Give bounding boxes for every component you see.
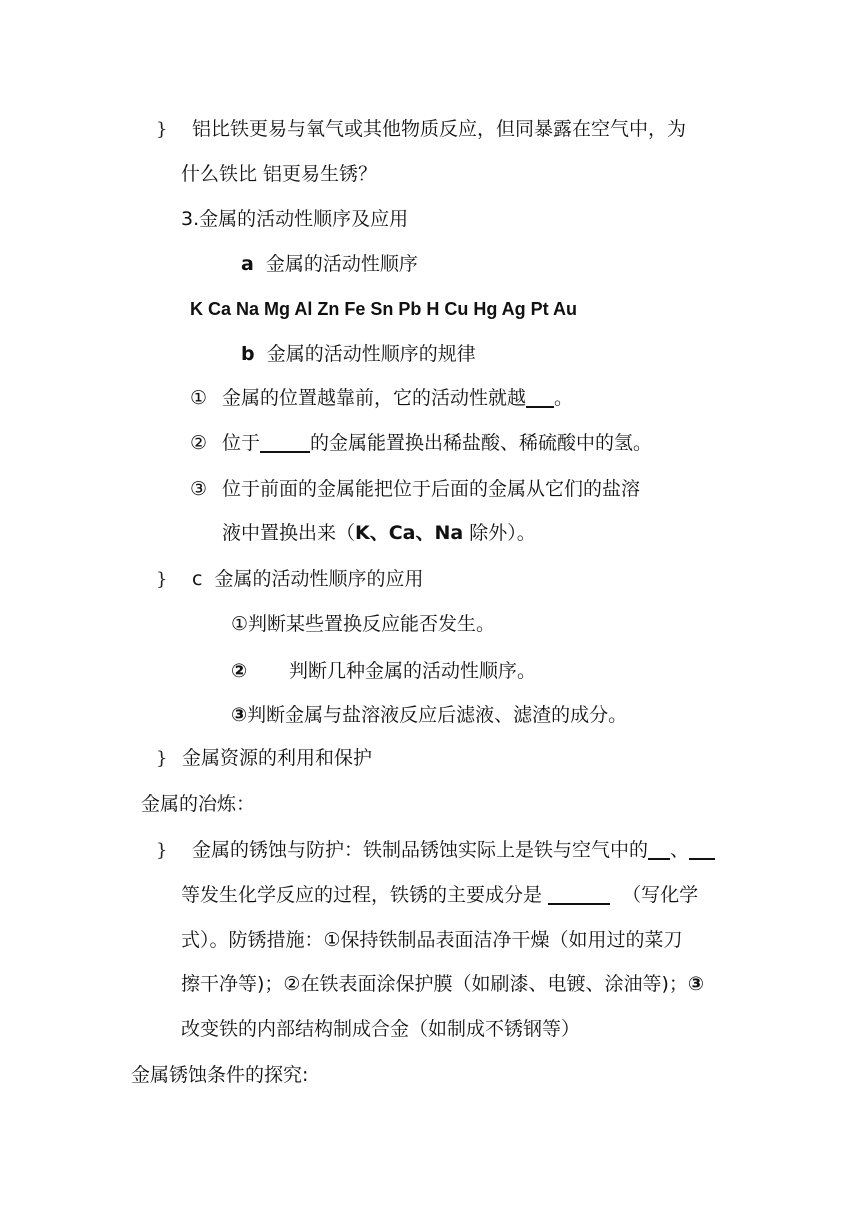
subsection-b-heading — [241, 340, 476, 368]
rule-3-bold: K、Ca、Na — [355, 522, 464, 544]
rule-3-text-1: 位于前面的金属能把位于后面的金属从它们的盐溶 — [222, 478, 641, 500]
application-2-text: 判断几种金属的活动性顺序。 — [289, 660, 537, 682]
rusting-text-4a: 擦干净等)；②在铁表面涂保护膜（如刷漆、电镀、涂油等)； — [181, 973, 688, 995]
rule-2-blank — [260, 429, 310, 453]
rule-1-text: 金属的位置越靠前，它的活动性就越 — [222, 387, 527, 409]
subsection-c-title: 金属的活动性顺序的应用 — [214, 568, 424, 590]
rust-exploration-text: 金属锈蚀条件的探究: — [131, 1064, 309, 1086]
rust-exploration-heading — [131, 1061, 308, 1089]
application-3-number: ③ — [231, 704, 248, 726]
rule-3-number: ③ — [190, 478, 208, 500]
application-3 — [231, 701, 627, 729]
rusting-line-5 — [181, 1015, 580, 1043]
application-1-text: ①判断某些置换反应能否发生。 — [231, 613, 496, 635]
rule-3-text-2b: 除外）。 — [463, 522, 536, 544]
bullet-marker: } — [156, 569, 168, 590]
section-3-heading — [181, 205, 408, 233]
question-line-2 — [181, 160, 377, 188]
question-text-1: 铝比铁更易与氧气或其他物质反应，但同暴露在空气中，为 — [192, 118, 687, 140]
resources-heading — [156, 744, 372, 773]
application-1 — [231, 610, 495, 638]
rusting-line-3 — [181, 926, 683, 954]
section-3-text: 3.金属的活动性顺序及应用 — [181, 208, 409, 230]
activity-series — [190, 295, 577, 323]
application-2-number: ② — [231, 660, 248, 682]
question-line-1 — [156, 115, 686, 144]
rule-1-number: ① — [190, 387, 208, 409]
rusting-text-2a: 等发生化学反应的过程，铁锈的主要成分是 — [181, 884, 549, 906]
resources-title: 金属资源的利用和保护 — [182, 747, 373, 769]
subsection-b-title: 金属的活动性顺序的规律 — [266, 343, 476, 365]
rule-2-suffix: 的金属能置换出稀盐酸、稀硫酸中的氢。 — [310, 432, 653, 454]
question-text-2: 什么铁比 铝更易生锈？ — [181, 163, 378, 185]
rule-1 — [190, 384, 573, 412]
rule-3-line-2 — [222, 519, 536, 547]
bullet-marker: } — [156, 748, 168, 769]
subsection-a-heading — [241, 250, 418, 278]
label-c: c — [192, 568, 203, 590]
application-2 — [231, 657, 536, 685]
rule-2-prefix: 位于 — [222, 432, 261, 454]
rule-3-text-2a: 液中置换出来（ — [222, 522, 356, 544]
rusting-text-4b: ③ — [687, 973, 704, 995]
rusting-line-2 — [181, 881, 698, 909]
smelting-heading — [141, 790, 255, 818]
rusting-blank-2 — [689, 836, 715, 860]
rusting-text-5: 改变铁的内部结构制成合金（如制成不锈钢等） — [181, 1018, 581, 1040]
bullet-marker: } — [156, 119, 168, 140]
rusting-blank-1 — [648, 836, 670, 860]
smelting-text: 金属的冶炼： — [141, 793, 256, 815]
label-b: b — [241, 343, 255, 365]
rusting-text-2b: （写化学 — [622, 884, 699, 906]
activity-series-text: K Ca Na Mg Al Zn Fe Sn Pb H Cu Hg Ag Pt Au — [190, 299, 577, 319]
rule-2-number: ② — [190, 432, 208, 454]
rule-3-line-1 — [190, 475, 640, 503]
application-3-text: 判断金属与盐溶液反应后滤液、滤渣的成分。 — [247, 704, 628, 726]
rusting-text-1: 金属的锈蚀与防护：铁制品锈蚀实际上是铁与空气中的 — [192, 839, 649, 861]
label-a: a — [241, 253, 254, 275]
rusting-separator: 、 — [670, 839, 690, 861]
rusting-text-3: 式）。防锈措施：①保持铁制品表面洁净干燥（如用过的菜刀 — [181, 929, 683, 951]
subsection-a-title: 金属的活动性顺序 — [265, 253, 418, 275]
rule-2 — [190, 429, 652, 457]
bullet-marker: } — [156, 840, 168, 861]
rule-1-blank — [526, 384, 554, 408]
rule-1-end: 。 — [554, 387, 574, 409]
rusting-line-1 — [156, 836, 715, 865]
rusting-line-4 — [181, 970, 704, 998]
rusting-blank-3 — [548, 881, 610, 905]
subsection-c-heading — [156, 565, 424, 594]
